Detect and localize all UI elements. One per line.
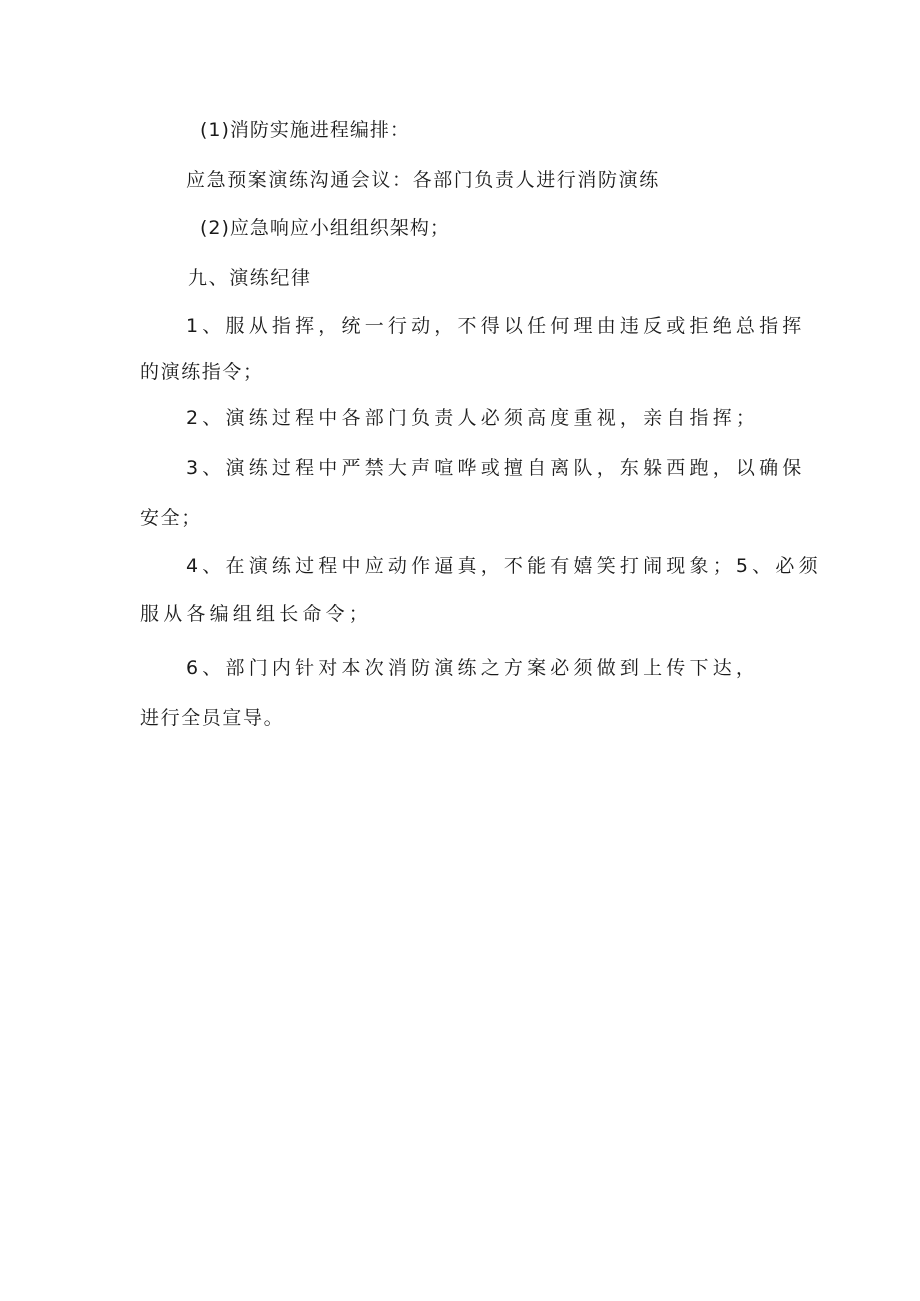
fire-schedule-heading: (1)消防实施进程编排： (200, 119, 410, 141)
response-team-heading: (2)应急响应小组组织架构； (200, 217, 450, 239)
rule-1-line-2: 的演练指令； (140, 361, 264, 383)
rule-3-line-1: 3、演练过程中严禁大声喧哗或擅自离队，东躲西跑，以确保 (186, 457, 806, 479)
rule-2-line: 2、演练过程中各部门负责人必须高度重视，亲自指挥； (186, 407, 760, 429)
rule-5-line-2: 服从各编组组长命令； (140, 603, 373, 625)
section-discipline-heading: 九、演练纪律 (188, 267, 312, 289)
rule-3-line-2: 安全； (140, 507, 202, 529)
rule-6-line-1: 6、部门内针对本次消防演练之方案必须做到上传下达， (186, 657, 760, 679)
rule-1-line-1: 1、服从指挥，统一行动，不得以任何理由违反或拒绝总指挥 (186, 315, 806, 337)
emergency-meeting-line: 应急预案演练沟通会议：各部门负责人进行消防演练 (186, 169, 660, 191)
rule-4-5-line-1: 4、在演练过程中应动作逼真，不能有嬉笑打闹现象；5、必须 (186, 555, 822, 577)
rule-6-line-2: 进行全员宣导。 (140, 707, 285, 729)
